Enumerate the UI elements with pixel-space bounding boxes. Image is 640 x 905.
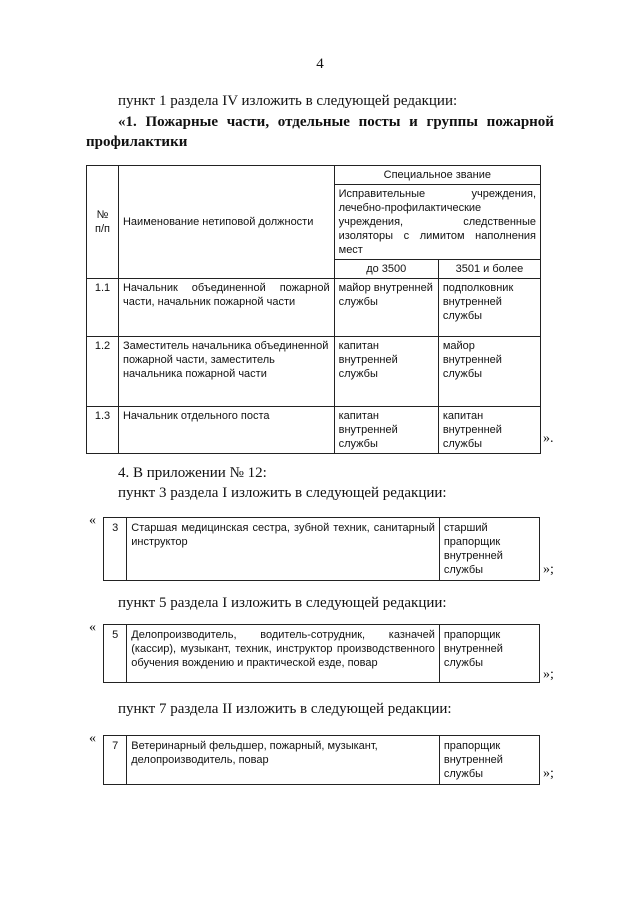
col-header-name: Наименование нетиповой должности <box>118 166 334 279</box>
item-num: 5 <box>104 625 127 683</box>
col-header-up-to-3500: до 3500 <box>334 260 438 279</box>
item-description: Старшая медицинская сестра, зубной техник, санитарный инструктор <box>127 518 440 581</box>
point-3-table <box>103 517 540 581</box>
page-number: 4 <box>316 56 324 72</box>
row-rank-a: капитан внутренней службы <box>334 337 438 407</box>
table1-closing-quote: ». <box>543 431 554 446</box>
table-row <box>104 625 540 683</box>
heading-word: «1. <box>118 114 137 130</box>
table-row <box>87 337 541 407</box>
row-num: 1.2 <box>87 337 119 407</box>
heading-word: посты <box>358 114 401 130</box>
point-7-table <box>103 735 540 785</box>
row-rank-b: майор внутренней службы <box>438 337 540 407</box>
item-rank: старший прапорщик внутренней службы <box>439 518 539 581</box>
heading-line-1 <box>86 112 554 132</box>
col-header-institutions: Исправительные учреждения, лечебно-профилактические учреждения, следственные изоляторы с лимитом наполнения мест <box>334 185 540 260</box>
col-header-3501-plus: 3501 и более <box>438 260 540 279</box>
row-num: 1.3 <box>87 407 119 454</box>
open-quote: « <box>89 731 96 746</box>
point-3-intro: пункт 3 раздела I изложить в следующей редакции: <box>118 485 447 501</box>
item-num: 7 <box>104 736 127 785</box>
open-quote: « <box>89 620 96 635</box>
row-rank-a: капитан внутренней службы <box>334 407 438 454</box>
heading-word: отдельные <box>277 114 350 130</box>
heading-word: Пожарные <box>145 114 218 130</box>
row-name: Начальник отдельного поста <box>118 407 334 454</box>
col-header-special-rank: Специальное звание <box>334 166 540 185</box>
section-4-title: 4. В приложении № 12: <box>118 465 267 481</box>
point-5-table <box>103 624 540 683</box>
item-description: Делопроизводитель, водитель-сотрудник, казначей (кассир), музыкант, техник, инструктор производственного обучения вождению и практической езде, повар <box>127 625 440 683</box>
open-quote: « <box>89 513 96 528</box>
close-quote: »; <box>543 562 554 577</box>
item-rank: прапорщик внутренней службы <box>439 736 539 785</box>
row-rank-b: капитан внутренней службы <box>438 407 540 454</box>
heading-word: части, <box>226 114 270 130</box>
point-7-intro: пункт 7 раздела II изложить в следующей редакции: <box>118 701 452 717</box>
item-description: Ветеринарный фельдшер, пожарный, музыкант, делопроизводитель, повар <box>127 736 440 785</box>
heading-word: группы <box>426 114 478 130</box>
table-row <box>104 518 540 581</box>
row-num: 1.1 <box>87 279 119 337</box>
table-row <box>87 407 541 454</box>
col-header-num: № п/п <box>87 166 119 279</box>
row-name: Заместитель начальника объединенной пожарной части, заместитель начальника пожарной части <box>118 337 334 407</box>
table-row <box>104 736 540 785</box>
heading-line-2: профилактики <box>86 134 188 150</box>
close-quote: »; <box>543 766 554 781</box>
intro-paragraph: пункт 1 раздела IV изложить в следующей редакции: <box>118 93 458 109</box>
point-5-intro: пункт 5 раздела I изложить в следующей редакции: <box>118 595 447 611</box>
item-rank: прапорщик внутренней службы <box>439 625 539 683</box>
fire-units-table <box>86 165 541 454</box>
row-rank-b: подполковник внутренней службы <box>438 279 540 337</box>
item-num: 3 <box>104 518 127 581</box>
heading-word: и <box>409 114 418 130</box>
heading-word: пожарной <box>486 114 554 130</box>
table-row <box>87 279 541 337</box>
close-quote: »; <box>543 667 554 682</box>
section-heading <box>86 112 554 152</box>
row-name: Начальник объединенной пожарной части, начальник пожарной части <box>118 279 334 337</box>
row-rank-a: майор внутренней службы <box>334 279 438 337</box>
